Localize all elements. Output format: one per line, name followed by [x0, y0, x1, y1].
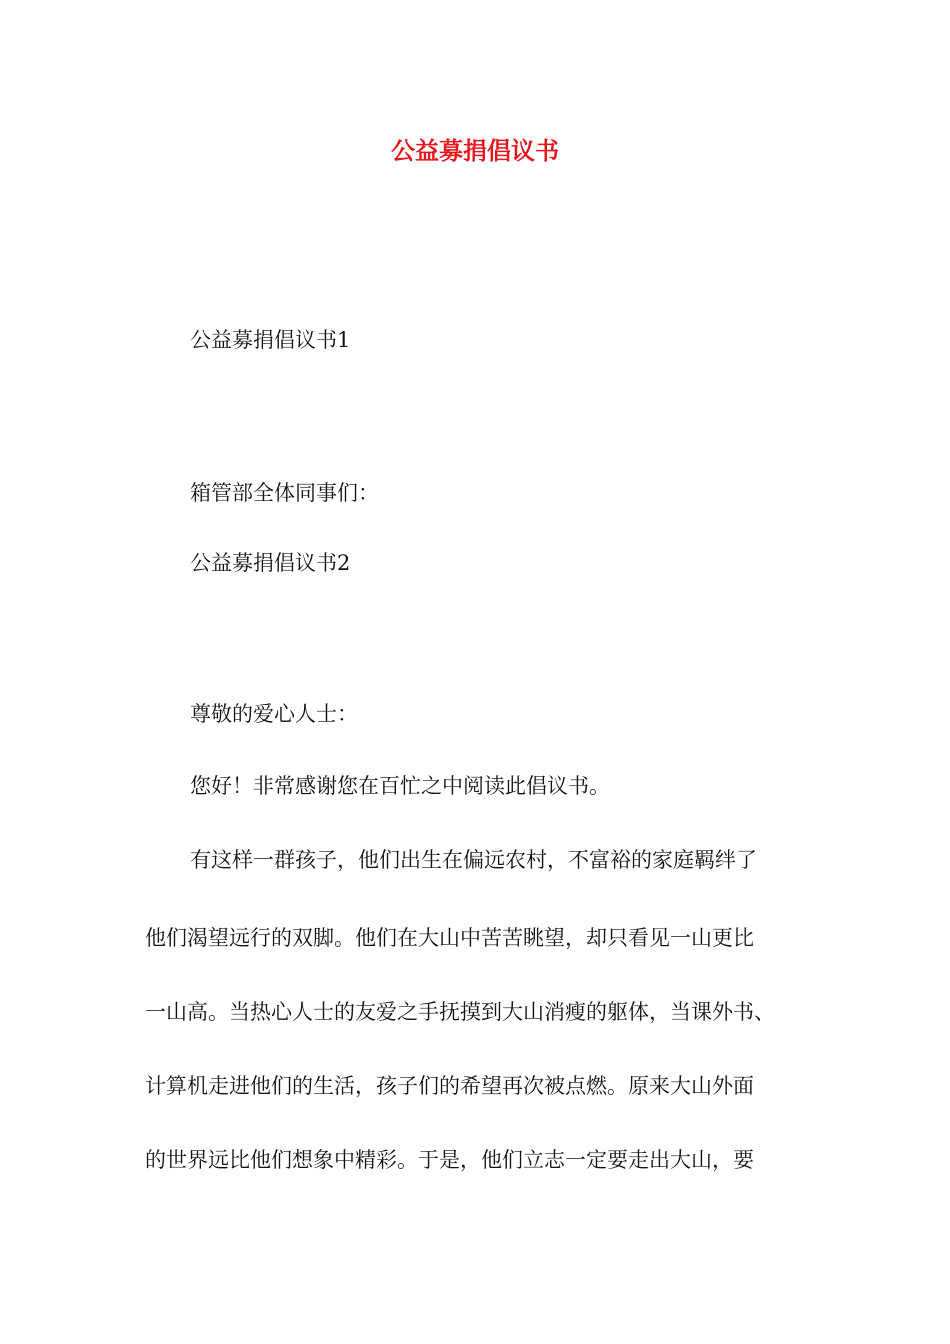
document-title: 公益募捐倡议书 [391, 137, 559, 165]
body-paragraph-line: 他们渴望远行的双脚。他们在大山中苦苦眺望，却只看见一山更比 [145, 926, 754, 950]
salutation-donors: 尊敬的爱心人士： [190, 702, 358, 726]
body-paragraph-line: 有这样一群孩子，他们出生在偏远农村，不富裕的家庭羁绊了 [190, 848, 757, 872]
heading-proposal-2: 公益募捐倡议书2 [190, 551, 351, 575]
heading-proposal-1: 公益募捐倡议书1 [190, 328, 351, 352]
body-paragraph-line: 一山高。当热心人士的友爱之手抚摸到大山消瘦的躯体，当课外书、 [145, 1000, 775, 1024]
body-paragraph-line: 的世界远比他们想象中精彩。于是，他们立志一定要走出大山，要 [145, 1148, 754, 1172]
salutation-colleagues: 箱管部全体同事们： [190, 481, 379, 505]
greeting-line: 您好！非常感谢您在百忙之中阅读此倡议书。 [190, 774, 610, 798]
body-paragraph-line: 计算机走进他们的生活，孩子们的希望再次被点燃。原来大山外面 [145, 1074, 754, 1098]
